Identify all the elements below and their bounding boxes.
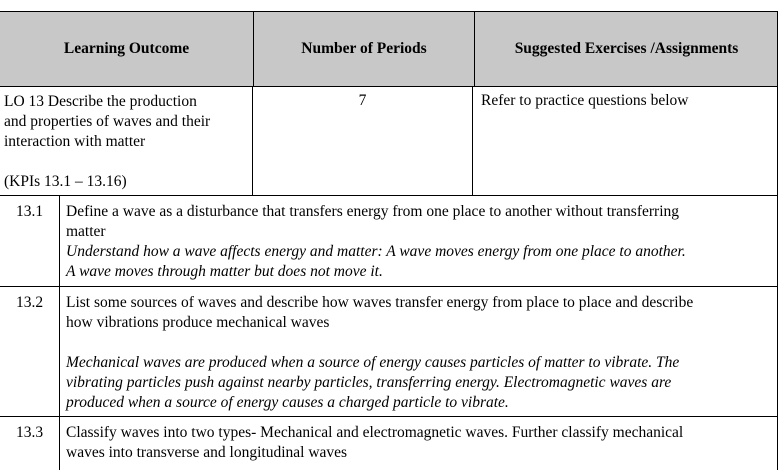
kpi-number: 13.1 (0, 196, 60, 286)
kpi-note-line: Understand how a wave affects energy and matter: A wave moves energy from one place to another. (66, 243, 686, 260)
header-suggested-exercises: Suggested Exercises /Assignments (514, 40, 739, 57)
kpi-number: 13.2 (0, 287, 60, 416)
learning-outcome-row (0, 86, 778, 195)
outcome-description-line: and properties of waves and their (4, 113, 211, 130)
kpi-main-line: Classify waves into two types- Mechanical and electromagnetic waves. Further classify mechanical (66, 424, 684, 441)
kpi-note-line: A wave moves through matter but does not move it. (66, 263, 383, 280)
table-header (0, 11, 778, 87)
header-learning-outcome: Learning Outcome (0, 12, 254, 86)
kpi-main-line: waves into transverse and longitudinal waves (66, 444, 348, 461)
kpi-note-line: produced when a source of energy causes a charged particle to vibrate. (66, 394, 509, 411)
kpi-note-line: vibrating particles push against nearby particles, transferring energy. Electromagnetic waves are (66, 374, 672, 391)
kpi-text (60, 287, 778, 416)
spacer (66, 333, 774, 353)
periods-cell: 7 (253, 86, 473, 195)
kpi-number: 13.3 (0, 417, 60, 470)
kpi-main-line: Define a wave as a disturbance that transfers energy from one place to another without transferring (66, 203, 680, 220)
kpi-row (0, 195, 778, 286)
exercises-cell: Refer to practice questions below (481, 92, 689, 109)
table-right-border (777, 195, 778, 470)
kpi-text (60, 417, 778, 470)
kpi-text (60, 196, 778, 286)
kpi-row (0, 286, 778, 416)
kpi-main-line: matter (66, 223, 106, 240)
outcome-description-line: LO 13 Describe the production (4, 93, 197, 110)
header-number-of-periods: Number of Periods (254, 12, 475, 86)
learning-outcome-cell (0, 86, 253, 195)
kpi-main-line: List some sources of waves and describe how waves transfer energy from place to place and describe (66, 294, 694, 311)
outcome-kpis: (KPIs 13.1 – 13.16) (4, 173, 127, 190)
kpi-note-line: Mechanical waves are produced when a source of energy causes particles of matter to vibrate. The (66, 354, 680, 371)
kpi-main-line: how vibrations produce mechanical waves (66, 314, 330, 331)
header-right-border (777, 11, 778, 195)
kpi-row (0, 416, 778, 470)
outcome-description-line: interaction with matter (4, 133, 146, 150)
